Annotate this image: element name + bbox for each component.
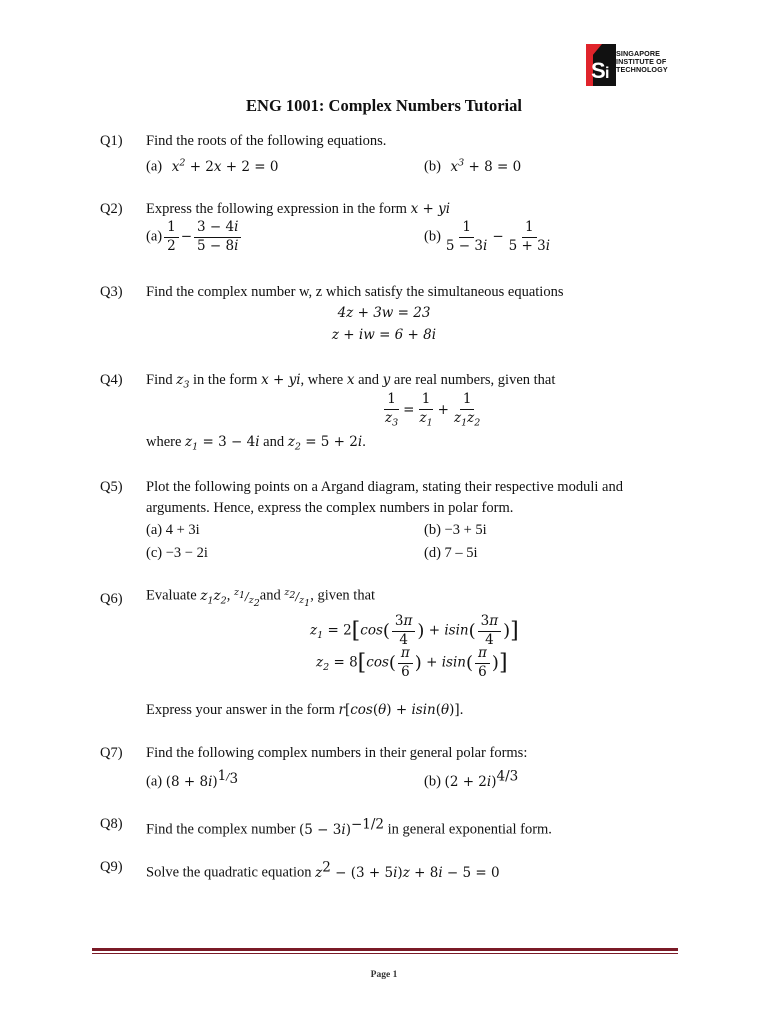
q4-where-word: where — [146, 434, 182, 450]
q5-part-a: (a) 4 + 3i — [146, 522, 200, 538]
q4-equation: $\frac{1}{z_3}$ = $\frac{1}{z_1}$ + $\frac{1}{z_1z_2}$ — [385, 391, 481, 429]
q7-part-b: (b) $(2 + 2i)^{4/3}$ — [424, 768, 519, 790]
q5-part-c: (c) −3 − 2i — [146, 545, 208, 561]
q5-number: Q5) — [100, 479, 123, 495]
q1-part-a — [146, 157, 278, 176]
q8-text-b: in general exponential form. — [387, 821, 552, 838]
q6-text: Evaluate $z_1z_2$, $^{z_1}/_{z_2}and$ $^{z_2}/_{z_1}$, given that — [146, 587, 376, 609]
q1-part-b — [424, 157, 521, 176]
sit-logo-mark — [586, 44, 616, 86]
footer-rule-thin — [92, 953, 678, 954]
page-title: ENG 1001: Complex Numbers Tutorial — [246, 96, 522, 115]
q3-equation-1: 4z + 3w = 23 — [337, 305, 431, 321]
q4-text-a: Find — [146, 372, 173, 388]
q7-a-label: (a) — [146, 773, 163, 790]
q3-number: Q3) — [100, 284, 123, 300]
q8-text-a: Find the complex number — [146, 821, 296, 838]
q1-text: Find the roots of the following equations. — [146, 133, 387, 149]
q2-part-b: (b) $\frac{1}{5 - 3i}$ − $\frac{1}{5 + 3i}$ — [424, 219, 551, 254]
svg-text:i: i — [605, 65, 610, 82]
q2-a-label: (a) — [146, 228, 163, 245]
q4-and-word: and — [263, 434, 285, 450]
q4-text-c: , where — [300, 372, 344, 388]
q1-a-label: (a) — [146, 158, 163, 175]
q7-number: Q7) — [100, 745, 123, 761]
q6-text-b: and — [259, 587, 281, 604]
q1-b-label: (b) — [424, 158, 441, 175]
q6-number: Q6) — [100, 591, 123, 607]
q8-number: Q8) — [100, 816, 123, 832]
q6-text-c: , given that — [310, 587, 376, 604]
q4-where: where $z_1 = 3 - 4i$ and $z_2 = 5 + 2i$. — [146, 434, 366, 453]
q7-b-label: (b) — [424, 773, 441, 790]
q9-text: Solve the quadratic equation $z^2 - (3 + 5i)z + 8i - 5 = 0$ — [146, 859, 500, 881]
q5-line1: Plot the following points on a Argand diagram, stating their respective moduli and — [146, 479, 623, 495]
q5-line2: arguments. Hence, express the complex numbers in polar form. — [146, 500, 514, 516]
q1-a-equation: $x^2 + 2x + 2 = 0$ — [171, 157, 279, 175]
sit-logo — [586, 44, 678, 86]
q3-equation-2: z + iw = 6 + 8i — [331, 327, 437, 343]
page-number: Page 1 — [370, 970, 398, 980]
q2-text-body: Express the following expression in the form — [146, 201, 407, 217]
q4-text-b: in the form — [193, 372, 258, 388]
footer-rule-thick — [92, 948, 678, 951]
q2-b-label: (b) — [424, 228, 441, 245]
q9-number: Q9) — [100, 859, 123, 875]
q1-b-equation: $x^3 + 8 = 0$ — [450, 157, 522, 175]
q5-part-d: (d) 7 – 5i — [424, 545, 478, 561]
q4-text-d: and — [358, 372, 380, 388]
svg-text:S: S — [591, 58, 606, 83]
q2-text — [146, 201, 450, 218]
q2-form: x + yi — [410, 201, 451, 217]
q6-z2-equation: $z_2 = 8[\cos$( $\frac{\pi}{6}$ ) + isin( $\frac{\pi}{6}$ )] — [316, 645, 508, 680]
logo-wordmark: SINGAPORE INSTITUTE OF TECHNOLOGY — [616, 49, 668, 75]
q3-text: Find the complex number w, z which satisfy the simultaneous equations — [146, 284, 564, 300]
q2-part-a: (a) $\frac{1}{2}$ − $\frac{3 - 4i}{5 - 8i}$ — [146, 220, 243, 254]
q7-part-a: (a) $(8 + 8i)^{1/_3}$ — [146, 768, 239, 790]
q6-z1-equation: $z_1 = 2[\cos$( $\frac{3\pi}{4}$ ) + isin( $\frac{3\pi}{4}$ )] — [310, 613, 519, 648]
q4-text: Find $z_3$ in the form x + yi, where x and y are real numbers, given that — [146, 372, 556, 391]
q4-text-e: are real numbers, given that — [393, 372, 556, 388]
q4-number: Q4) — [100, 372, 123, 388]
q9-text-body: Solve the quadratic equation — [146, 864, 312, 881]
q6-express: Express your answer in the form r[cos(θ) + isin(θ)]. — [146, 702, 464, 718]
q8-text: Find the complex number $(5 - 3i)^{-1/2}$ in general exponential form. — [146, 816, 552, 838]
q7-text: Find the following complex numbers in their general polar forms: — [146, 745, 528, 761]
q6-text-a: Evaluate — [146, 587, 197, 604]
q2-number: Q2) — [100, 201, 123, 217]
q1-number: Q1) — [100, 133, 123, 149]
q5-part-b: (b) −3 + 5i — [424, 522, 487, 538]
q6-express-text: Express your answer in the form — [146, 702, 335, 718]
